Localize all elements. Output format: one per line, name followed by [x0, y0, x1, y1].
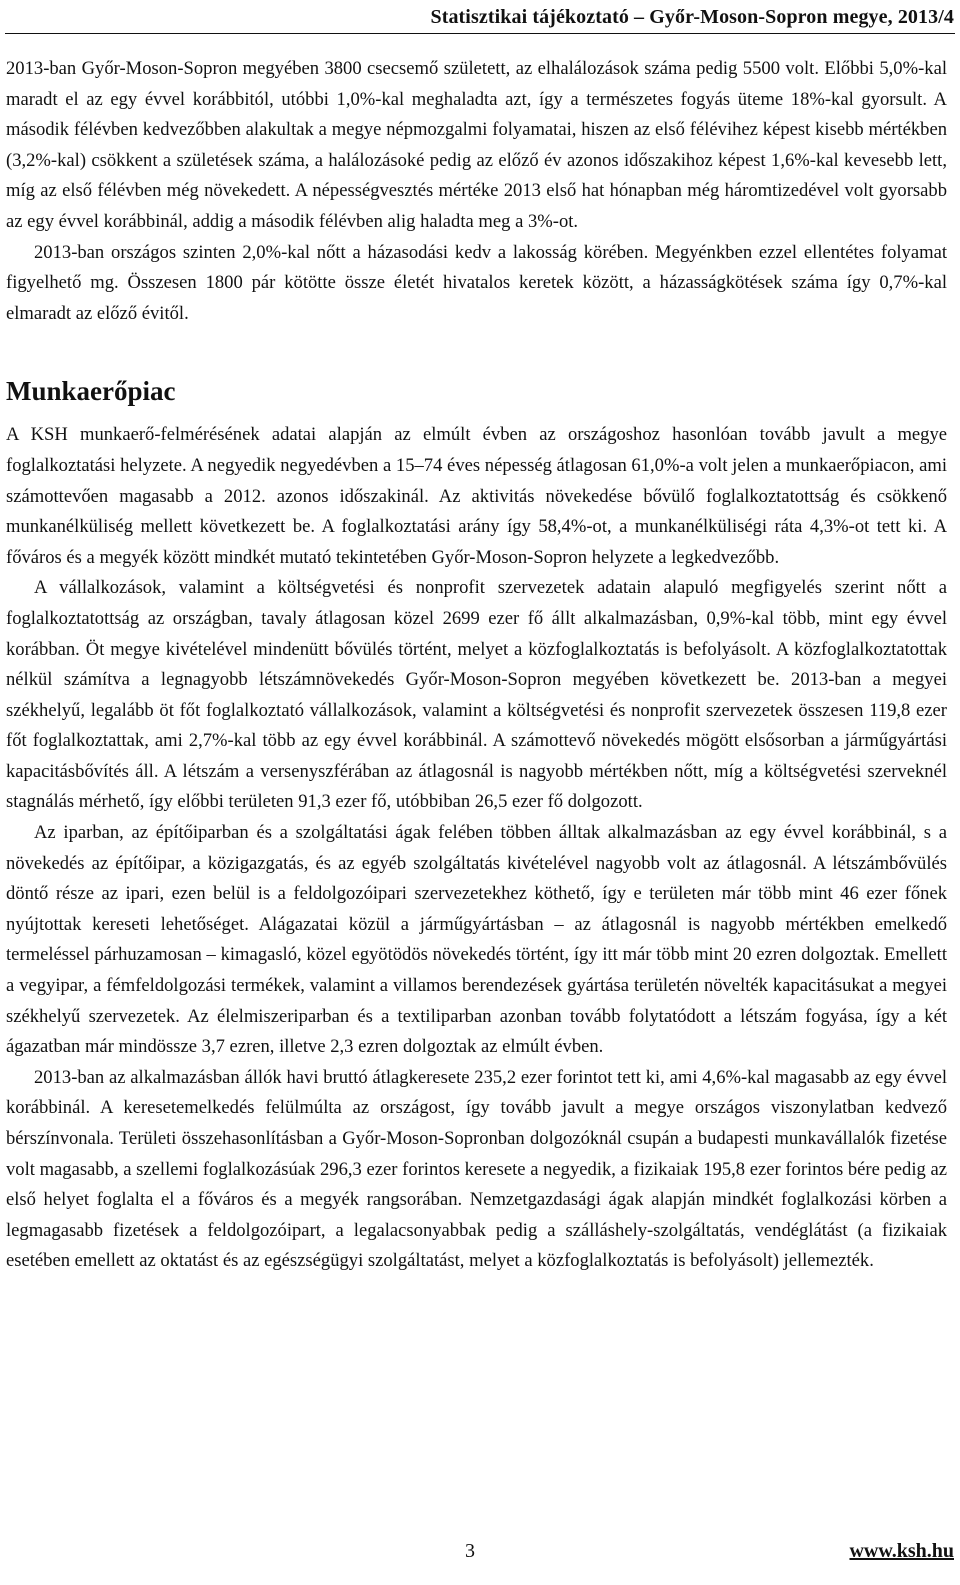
header-divider [5, 33, 955, 34]
website-link[interactable]: www.ksh.hu [849, 1540, 954, 1562]
paragraph-labour-survey: A KSH munkaerő-felmérésének adatai alapján az elmúlt évben az országoshoz hasonlóan tovább javult a megye foglalkoztatási helyzete. A negyedik negyedévben a 15–74 éves népesség átlagosan 61,0%-a volt jelen a munkaerőpiacon, ami számottevően magasabb a 2012. azonos időszakinál. Az aktivitás növekedése bővülő foglalkoztatottság és csökkenő munkanélküliség mellett következett be. A foglalkoztatási arány így 58,4%-ot, a munkanélküliségi ráta 4,3%-ot tett ki. A főváros és a megyék között mindkét mutató tekintetében Győr-Moson-Sopron helyzete a legkedvezőbb. [6, 424, 947, 568]
paragraph-earnings: 2013-ban az alkalmazásban állók havi bruttó átlagkeresete 235,2 ezer forintot tett ki, ami 4,6%-kal magasabb az egy évvel korábbinál. A keresetemelkedés felülmúlta az országost, így tovább javult a megye országos viszonylatban kedvező bérszínvonala. Területi összehasonlításban a Győr-Moson-Sopronban dolgozóknál csupán a budapesti munkavállalók fizetése volt magasabb, a szellemi foglalkozásúak 296,3 ezer forintos keresete a negyedik, a fizikaiak 195,8 ezer forintos bére pedig az első helyet foglalta el a főváros és a megyék rangsorában. Nemzetgazdasági ágak alapján mindkét foglalkozási körben a legmagasabb fizetések a feldolgozóipart, a legalacsonyabbak pedig a szálláshely-szolgáltatás, vendéglátást (a fizikaiak esetében emellett az oktatást és az egészségügyi szolgáltatást, melyet a közfoglalkoztatás is befolyásolt) jellemezték. [6, 1066, 947, 1272]
page-number: 3 [465, 1540, 475, 1562]
section-heading-labour-market: Munkaerőpiac [6, 376, 176, 407]
paragraph-births-deaths: 2013-ban Győr-Moson-Sopron megyében 3800 csecsemő született, az elhalálozások száma pedig 5500 volt. Előbbi 5,0%-kal maradt el az egy évvel korábbitól, utóbbi 1,0%-kal meghaladta azt, így a természetes fogyás üteme 18%-kal gyorsult. A második félévben kedvezőbben alakultak a megye népmozgalmi folyamatai, hiszen az első félévihez képest kisebb mértékben (3,2%-kal) csökkent a születések száma, a halálozásoké pedig az előző év azonos időszakihoz képest 1,6%-kal kevesebb lett, míg az első félévben még növekedett. A népességvesztés mértéke 2013 első hat hónapban még háromtizedével volt gyorsabb az egy évvel korábbinál, addig a második félévben alig haladta meg a 3%-ot. [6, 58, 947, 232]
paragraph-industry: Az iparban, az építőiparban és a szolgáltatási ágak felében többen álltak alkalmazásban az egy évvel korábbinál, s a növekedés az építőipar, a közigazgatás, és az egyéb szolgáltatás kivételével nagyobb volt az átlagosnál. A létszámbővülés döntő része az ipari, ezen belül is a feldolgozóipari szervezetekhez köthető, így e területen már több mint 46 ezer főnek nyújtottak kereseti lehetőséget. Alágazatai közül a járműgyártásban – az átlagosnál is nagyobb mértékben emelkedő termeléssel párhuzamosan – kimagasló, közel egyötödös növekedés történt, így itt már több mint 20 ezren dolgoztak. Emellett a vegyipar, a fémfeldolgozási termékek, valamint a villamos berendezések gyártása területén növelték kapacitásukat a megyei székhelyű szervezetek. Az élelmiszeriparban és a textiliparban azonban tovább folytatódott a létszám fogyása, így a két ágazatban már mindössze 3,7 ezren, illetve 2,3 ezren dolgoztak az elmúlt évben. [6, 822, 947, 1058]
paragraph-employment: A vállalkozások, valamint a költségvetési és nonprofit szervezetek adatain alapuló megfigyelés szerint nőtt a foglalkoztatottság az országban, tavaly átlagosan közel 2699 ezer fő állt alkalmazásban, 0,9%-kal több, mint egy évvel korábban. Öt megye kivételével mindenütt bővülés történt, melyet a közfoglalkoztatás is befolyásolt. A közfoglalkoztatottak nélkül számítva a legnagyobb létszámnövekedés Győr-Moson-Sopron megyében következett be. 2013-ban a megyei székhelyű, legalább öt főt foglalkoztató vállalkozások, valamint a költségvetési és nonprofit szervezetek összesen 119,8 ezer főt foglalkoztattak, ami 2,7%-kal több az egy évvel korábbinál. A számottevő növekedés mögött elsősorban a járműgyártási kapacitásbővítés áll. A létszám a versenyszférában az átlagosnál is nagyobb mértékben nőtt, míg a költségvetési szerveknél stagnálás mérhető, így előbbi területen 91,3 ezer fő, utóbbiban 26,5 ezer fő dolgozott. [6, 577, 947, 813]
running-header: Statisztikai tájékoztató – Győr-Moson-Sopron megye, 2013/4 [430, 6, 954, 28]
document-body [6, 54, 947, 1277]
paragraph-marriages: 2013-ban országos szinten 2,0%-kal nőtt a házasodási kedv a lakosság körében. Megyénkben ezzel ellentétes folyamat figyelhető mg. Összesen 1800 pár kötötte össze életét hivatalos keretek között, a házasságkötések száma így 0,7%-kal elmaradt az előző évitől. [6, 241, 947, 324]
